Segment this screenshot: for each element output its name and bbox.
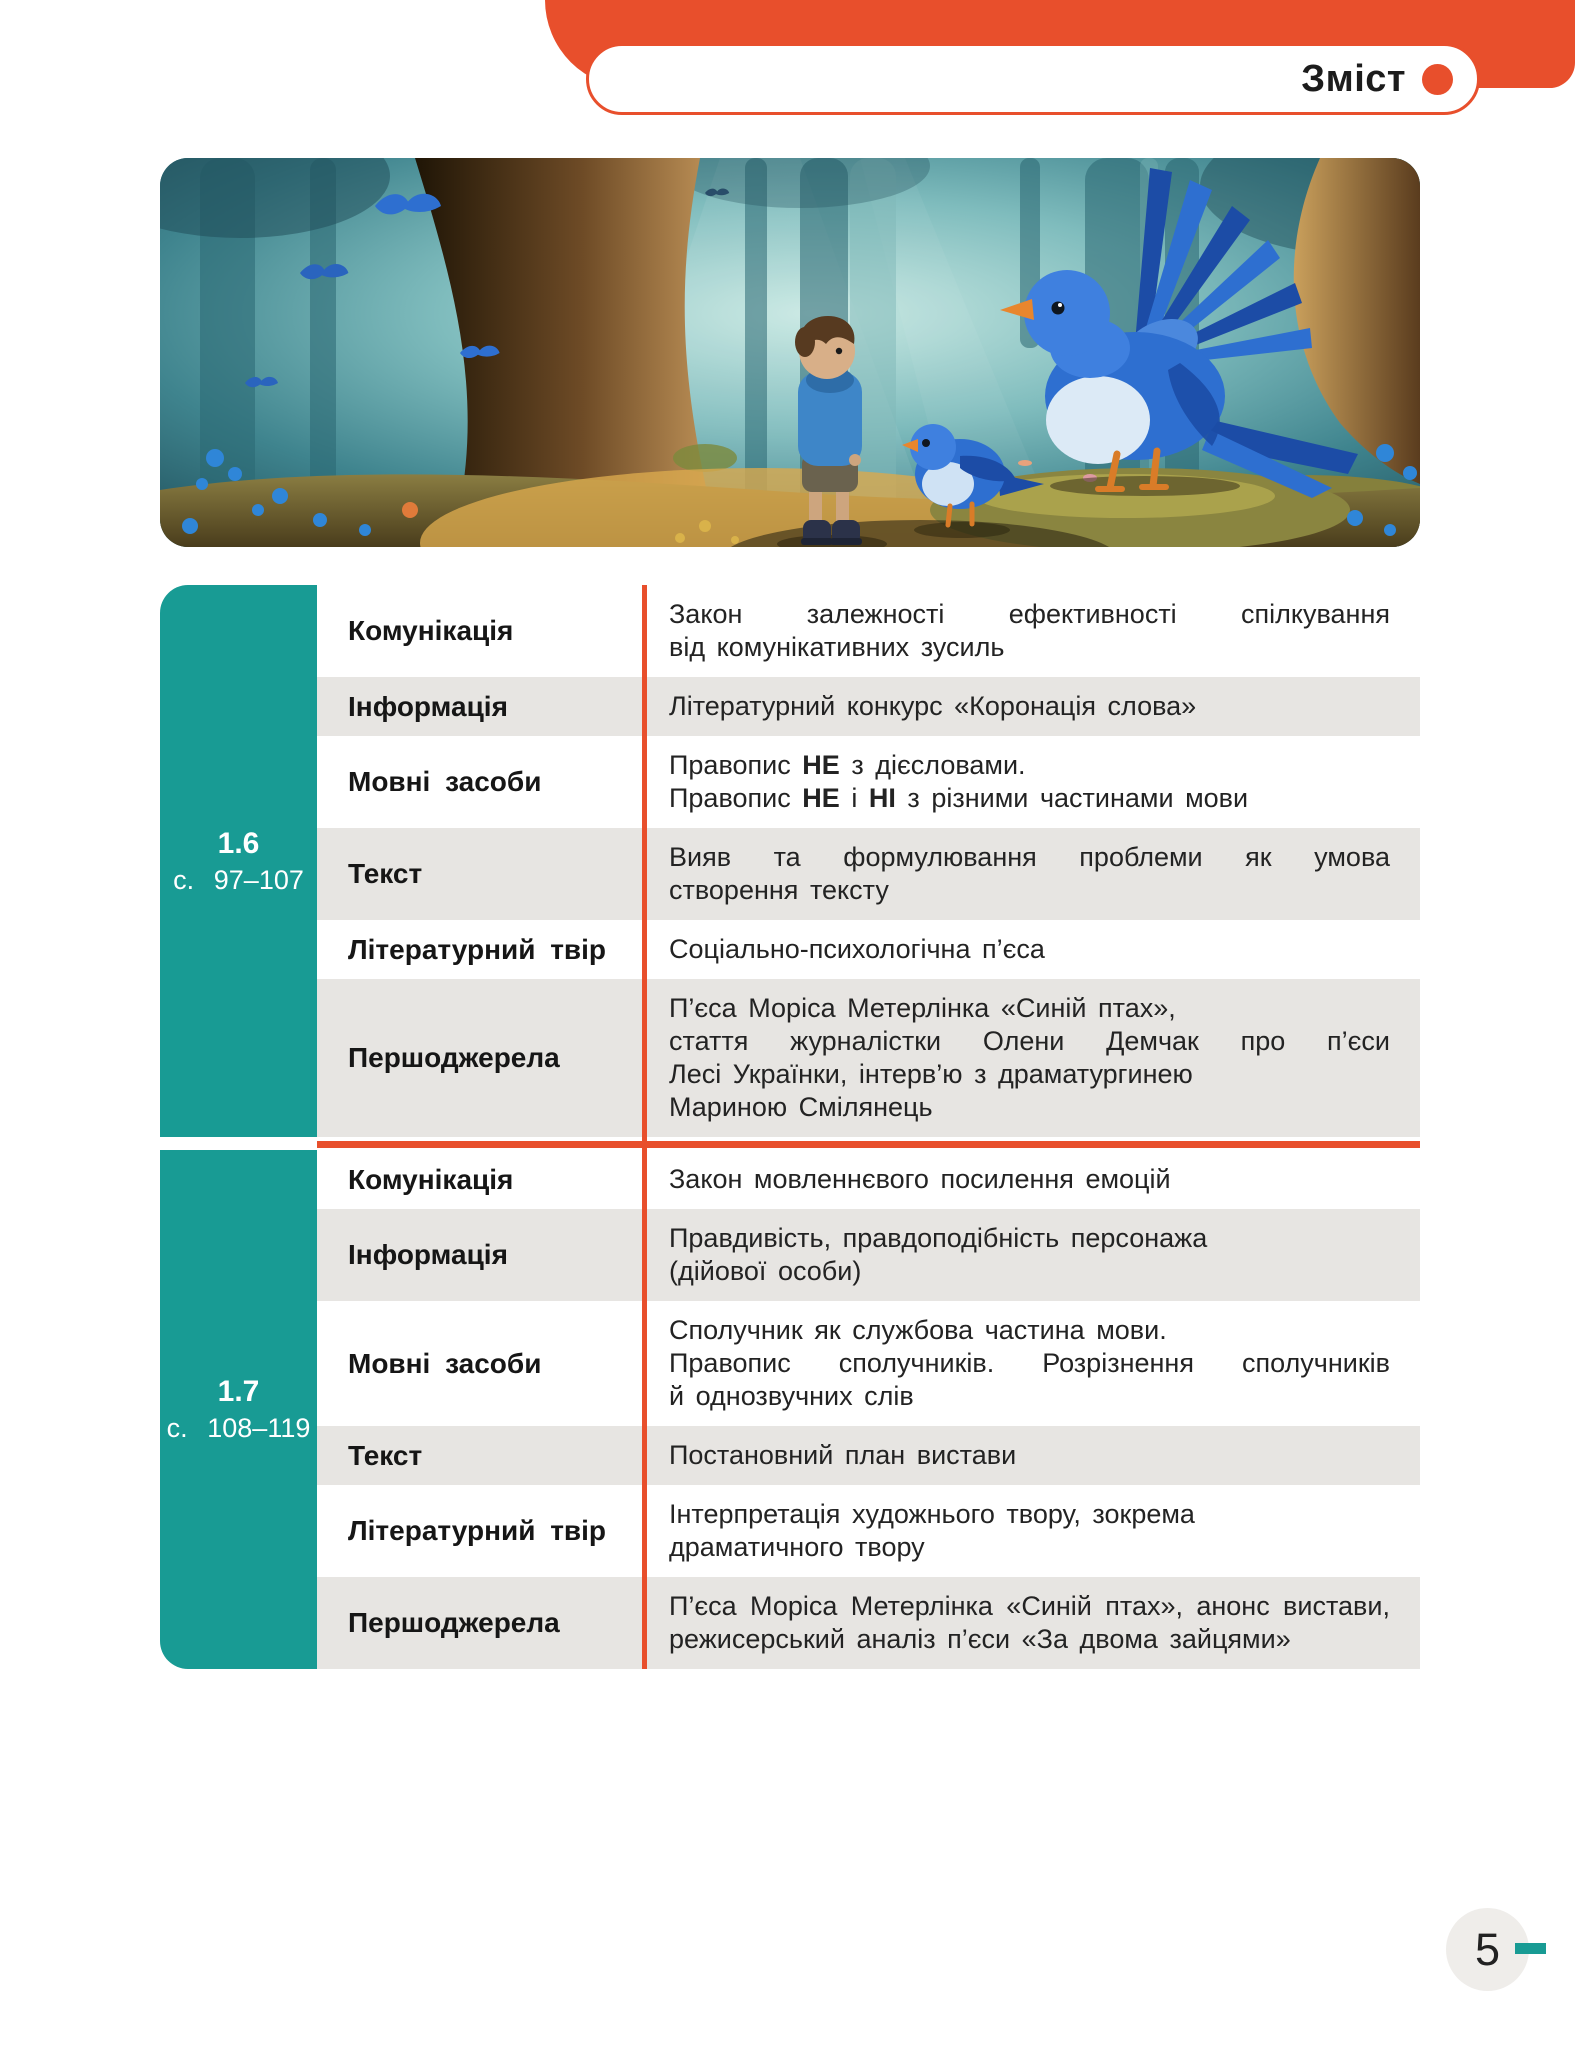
row-content: Правопис НЕ з дієсловами. Правопис НЕ і НІ з різними частинами мови [669, 750, 1249, 813]
table-row [317, 828, 1420, 920]
table-row [317, 979, 1420, 1137]
row-label: Першоджерела [348, 1607, 560, 1638]
table-row [317, 1301, 1420, 1426]
row-content: П’єса Моріса Метерлінка «Синій птах», анонс вистави, режисерський аналіз п’єси «За двома зайцями» [669, 1591, 1390, 1654]
table-row [317, 1577, 1420, 1669]
page-number: 5 [1474, 1923, 1501, 1975]
row-content: Вияв та формулювання проблеми як умова створення тексту [669, 842, 1390, 905]
row-label: Першоджерела [348, 1042, 560, 1073]
section-1-7 [160, 1150, 1420, 1669]
row-label: Комунікація [348, 615, 514, 646]
section-divider [160, 1137, 1420, 1150]
row-label: Літературний твір [348, 1515, 607, 1546]
row-label: Інформація [348, 1239, 508, 1270]
row-label: Текст [348, 1439, 423, 1471]
header-title-pill [586, 43, 1480, 115]
row-content: Закон мовленнєвого посилення емоцій [669, 1164, 1171, 1194]
row-content: Соціально-психологічна п’єса [669, 934, 1045, 964]
section-pages: с. 108–119 [166, 1413, 311, 1443]
forest-illustration [160, 158, 1420, 547]
table-row [317, 585, 1420, 677]
table-row [317, 1209, 1420, 1301]
row-label: Мовні засоби [348, 766, 542, 797]
section-1-6 [160, 585, 1420, 1137]
section-pages: с. 97–107 [173, 864, 304, 895]
table-row [317, 1426, 1420, 1485]
row-label: Інформація [348, 690, 508, 722]
section-1-7-tab [160, 1150, 317, 1669]
section-1-6-tab [160, 585, 317, 1137]
row-label: Текст [348, 858, 423, 889]
table-row [317, 1485, 1420, 1577]
row-label: Комунікація [348, 1163, 514, 1195]
section-number: 1.6 [217, 826, 260, 860]
contents-table [160, 585, 1420, 1669]
row-label: Мовні засоби [348, 1347, 542, 1379]
section-1-6-rows [317, 585, 1420, 1137]
orange-vertical-divider [642, 585, 647, 1669]
page-title: Зміст [1301, 57, 1406, 100]
table-row [317, 677, 1420, 736]
row-label: Літературний твір [348, 933, 607, 965]
table-row [317, 1150, 1420, 1209]
row-content: Літературний конкурс «Коронація слова» [669, 691, 1197, 721]
orange-dot-icon [1422, 64, 1453, 95]
page-number-dash [1515, 1943, 1546, 1954]
row-content: П’єса Моріса Метерлінка «Синій птах», стаття журналістки Олени Демчак про п’єси Лесі Українки, інтерв’ю з драматургинею Мариною Смілянець [669, 993, 1390, 1122]
section-1-7-rows [317, 1150, 1420, 1669]
section-number: 1.7 [217, 1375, 260, 1408]
row-content: Інтерпретація художнього твору, зокрема драматичного твору [669, 1499, 1195, 1562]
table-row [317, 920, 1420, 979]
row-content: Закон залежності ефективності спілкування від комунікативних зусиль [669, 599, 1390, 662]
section-divider-bar [317, 1141, 1420, 1148]
row-content: Правдивість, правдоподібність персонажа (дійової особи) [669, 1223, 1208, 1286]
row-content: Постановний план вистави [669, 1440, 1017, 1470]
forest-illustration-svg [160, 158, 1420, 547]
table-row [317, 736, 1420, 828]
row-content: Сполучник як службова частина мови. Правопис сполучників. Розрізнення сполучників й однозвучних слів [669, 1315, 1390, 1411]
